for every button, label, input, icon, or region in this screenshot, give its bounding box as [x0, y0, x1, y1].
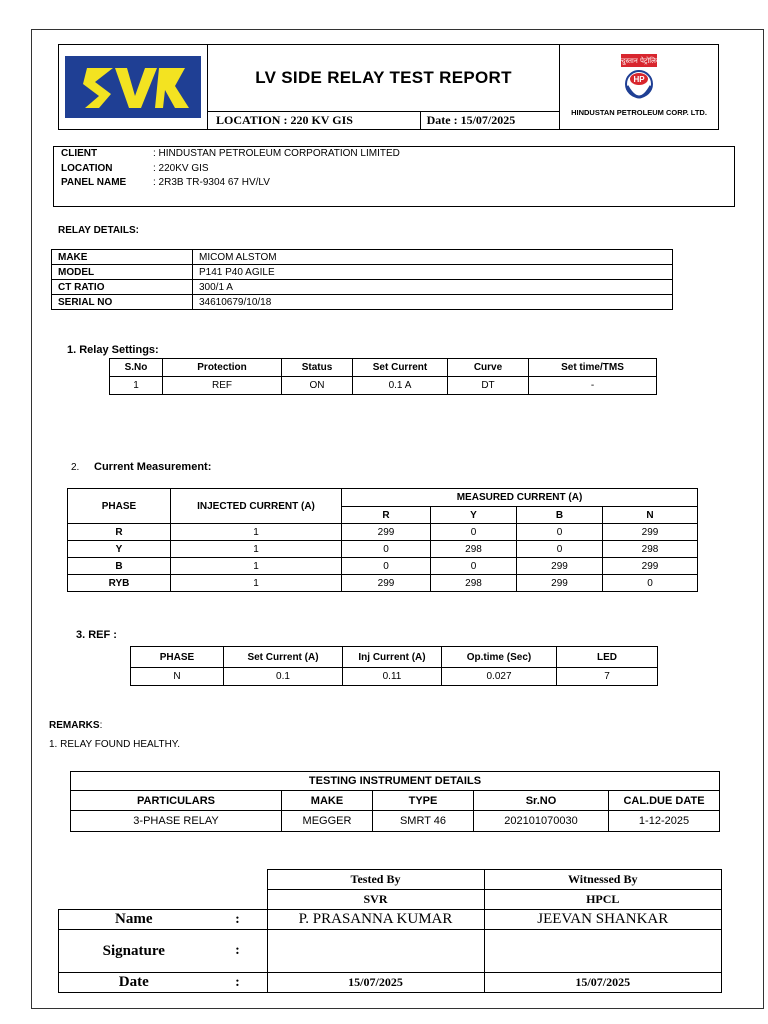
- remarks-line: 1. RELAY FOUND HEALTHY.: [49, 739, 180, 750]
- col-header: LED: [557, 647, 658, 668]
- relay-key: MAKE: [52, 250, 193, 265]
- location-label: LOCATION: [61, 163, 113, 174]
- relay-value: P141 P40 AGILE: [193, 265, 673, 280]
- table-cell: -: [529, 377, 657, 395]
- witnessed-name: JEEVAN SHANKAR: [484, 910, 722, 930]
- table-row: [71, 811, 720, 832]
- table-row: [110, 377, 657, 395]
- tested-date: 15/07/2025: [267, 973, 484, 993]
- table-header-row: [110, 359, 657, 377]
- table-cell: 202101070030: [474, 811, 609, 832]
- col-header: Protection: [163, 359, 282, 377]
- witnessed-by-label: Witnessed By: [484, 870, 722, 890]
- witnessed-signature-field: [484, 930, 722, 973]
- current-measurement-number: 2.: [71, 462, 80, 473]
- table-cell: 299: [603, 524, 698, 541]
- table-cell: 1: [171, 541, 342, 558]
- tested-by-label: Tested By: [267, 870, 484, 890]
- table-cell: 7: [557, 668, 658, 686]
- col-header: INJECTED CURRENT (A): [171, 489, 342, 524]
- table-cell: 0.1: [224, 668, 343, 686]
- relay-details-table: [51, 249, 673, 310]
- table-row: [52, 250, 673, 265]
- col-header: PHASE: [131, 647, 224, 668]
- table-cell: 0: [517, 541, 603, 558]
- witnessed-org: HPCL: [484, 890, 722, 910]
- instrument-title: TESTING INSTRUMENT DETAILS: [71, 772, 720, 791]
- location-row: [61, 163, 209, 174]
- table-row: [59, 973, 722, 993]
- colon: :: [209, 930, 268, 973]
- table-cell: 0: [431, 558, 517, 575]
- table-cell: 0: [342, 541, 431, 558]
- tested-org: SVR: [267, 890, 484, 910]
- table-cell: SMRT 46: [373, 811, 474, 832]
- panel-row: [61, 177, 270, 188]
- col-header: Y: [431, 507, 517, 524]
- location-field: LOCATION : 220 KV GIS: [208, 111, 421, 129]
- col-header: R: [342, 507, 431, 524]
- client-value: : HINDUSTAN PETROLEUM CORPORATION LIMITED: [153, 148, 400, 159]
- report-title: LV SIDE RELAY TEST REPORT: [208, 45, 560, 112]
- col-header: B: [517, 507, 603, 524]
- col-header: Sr.NO: [474, 791, 609, 811]
- colon: :: [209, 910, 268, 930]
- remarks-colon: :: [99, 720, 103, 731]
- table-row: [59, 930, 722, 973]
- signature-label: Signature: [59, 930, 209, 973]
- col-header: Op.time (Sec): [442, 647, 557, 668]
- table-cell: 299: [342, 575, 431, 592]
- table-cell: ON: [282, 377, 353, 395]
- tested-signature-field: [267, 930, 484, 973]
- col-header: PARTICULARS: [71, 791, 282, 811]
- relay-key: MODEL: [52, 265, 193, 280]
- hp-company-name: HINDUSTAN PETROLEUM CORP. LTD.: [571, 107, 707, 117]
- instrument-table: [70, 771, 720, 832]
- current-measurement-heading: Current Measurement:: [94, 461, 212, 473]
- table-cell: 0.027: [442, 668, 557, 686]
- table-row: [68, 575, 698, 592]
- remarks-heading-line: [49, 720, 102, 731]
- hp-logo-icon: [569, 50, 709, 120]
- table-cell: DT: [448, 377, 529, 395]
- table-row: [52, 280, 673, 295]
- witnessed-date: 15/07/2025: [484, 973, 722, 993]
- table-cell: 1: [171, 524, 342, 541]
- table-header-row: [131, 647, 658, 668]
- col-header: CAL.DUE DATE: [609, 791, 720, 811]
- table-cell: 1: [171, 558, 342, 575]
- table-cell: 0: [342, 558, 431, 575]
- table-cell: N: [131, 668, 224, 686]
- table-cell: 0: [603, 575, 698, 592]
- current-measurement-table: [67, 488, 698, 592]
- ref-table: [130, 646, 658, 686]
- ref-heading: 3. REF :: [76, 629, 117, 641]
- col-header: TYPE: [373, 791, 474, 811]
- table-header-row: [71, 791, 720, 811]
- table-cell: 298: [431, 575, 517, 592]
- col-header: N: [603, 507, 698, 524]
- table-cell: R: [68, 524, 171, 541]
- col-header: Inj Current (A): [343, 647, 442, 668]
- relay-settings-heading: 1. Relay Settings:: [67, 344, 159, 356]
- table-row: [68, 541, 698, 558]
- relay-value: 300/1 A: [193, 280, 673, 295]
- table-cell: B: [68, 558, 171, 575]
- table-cell: 299: [603, 558, 698, 575]
- col-header: Status: [282, 359, 353, 377]
- table-cell: 3-PHASE RELAY: [71, 811, 282, 832]
- date-field: Date : 15/07/2025: [420, 111, 559, 129]
- panel-label: PANEL NAME: [61, 177, 127, 188]
- relay-settings-table: [109, 358, 657, 395]
- signoff-table: [58, 869, 722, 993]
- table-row: [59, 910, 722, 930]
- relay-details-heading: RELAY DETAILS:: [58, 225, 139, 236]
- colon: :: [209, 973, 268, 993]
- name-label: Name: [59, 910, 209, 930]
- client-label: CLIENT: [61, 148, 98, 159]
- hp-logo-cell: [560, 45, 719, 130]
- table-cell: REF: [163, 377, 282, 395]
- col-header: Set Current: [353, 359, 448, 377]
- relay-key: CT RATIO: [52, 280, 193, 295]
- location-value: : 220KV GIS: [153, 163, 209, 174]
- table-cell: 1: [171, 575, 342, 592]
- panel-value: : 2R3B TR-9304 67 HV/LV: [153, 177, 270, 188]
- col-header: Set Current (A): [224, 647, 343, 668]
- table-cell: MEGGER: [282, 811, 373, 832]
- hp-hindi-text: हिन्दुस्तान पेट्रोलियम: [613, 56, 665, 65]
- tested-name: P. PRASANNA KUMAR: [267, 910, 484, 930]
- table-cell: 0: [431, 524, 517, 541]
- col-header: PHASE: [68, 489, 171, 524]
- hp-logo-text: HP: [633, 74, 645, 84]
- table-cell: 1-12-2025: [609, 811, 720, 832]
- table-cell: 299: [517, 575, 603, 592]
- table-cell: 299: [517, 558, 603, 575]
- table-cell: 0.11: [343, 668, 442, 686]
- remarks-heading: REMARKS: [49, 720, 100, 731]
- table-row: [68, 524, 698, 541]
- relay-value: 34610679/10/18: [193, 295, 673, 310]
- svr-logo-cell: [59, 45, 208, 130]
- table-cell: 0.1 A: [353, 377, 448, 395]
- client-info-box: [53, 146, 735, 207]
- table-row: [52, 265, 673, 280]
- client-row: [61, 148, 400, 159]
- table-row: [131, 668, 658, 686]
- table-cell: 299: [342, 524, 431, 541]
- table-cell: RYB: [68, 575, 171, 592]
- relay-key: SERIAL NO: [52, 295, 193, 310]
- col-header: S.No: [110, 359, 163, 377]
- table-cell: 298: [603, 541, 698, 558]
- table-cell: 1: [110, 377, 163, 395]
- col-header: Curve: [448, 359, 529, 377]
- relay-value: MICOM ALSTOM: [193, 250, 673, 265]
- table-row: [68, 558, 698, 575]
- report-header: [58, 44, 719, 130]
- col-header: MEASURED CURRENT (A): [342, 489, 698, 507]
- table-cell: 0: [517, 524, 603, 541]
- svr-logo-icon: [65, 56, 201, 118]
- col-header: Set time/TMS: [529, 359, 657, 377]
- col-header: MAKE: [282, 791, 373, 811]
- table-row: [52, 295, 673, 310]
- date-label: Date: [59, 973, 209, 993]
- table-cell: Y: [68, 541, 171, 558]
- table-cell: 298: [431, 541, 517, 558]
